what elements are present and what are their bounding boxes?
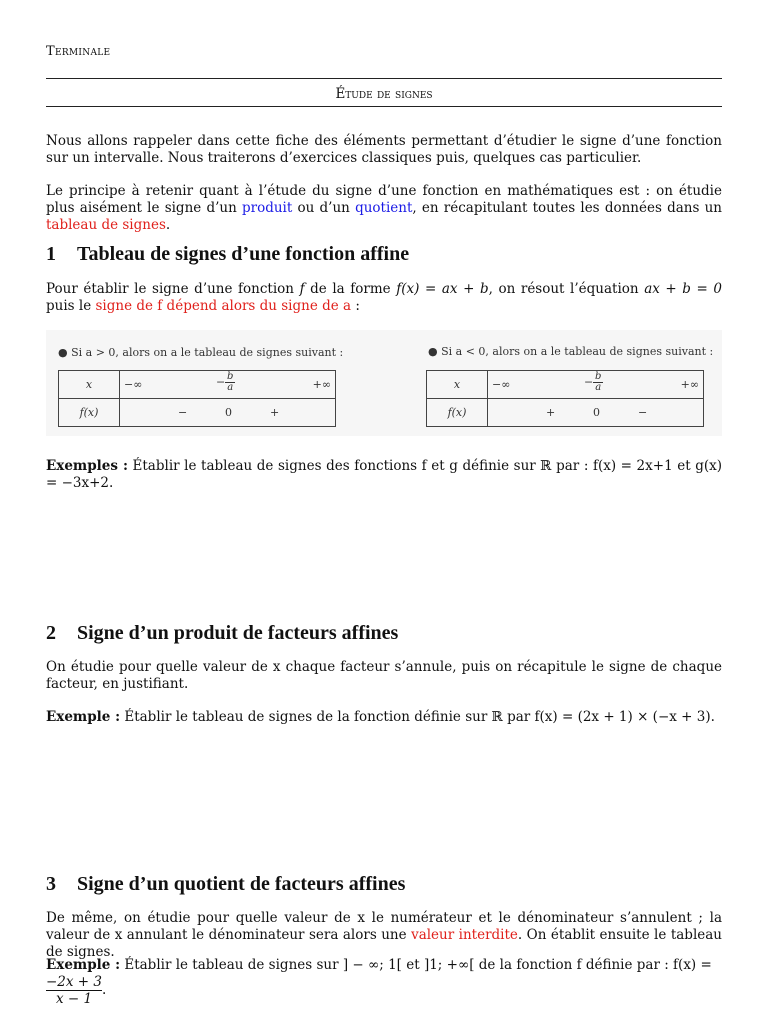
section-3-example: Exemple : Établir le tableau de signes sur ] − ∞; 1[ et ]1; +∞[ de la fonction f définie par : f(x) = $\frac{-2x + 3}{x - 1}$ . (46, 957, 712, 1007)
page-title: Étude de signes (335, 86, 433, 102)
title-rule (46, 106, 722, 107)
section-1-heading: 1 Tableau de signes d’une fonction affine (46, 243, 410, 265)
quotient-keyword: quotient (355, 200, 413, 216)
section-2-example: Exemple : Établir le tableau de signes de la fonction définie sur ℝ par f(x) = (2x + 1) × (−x + 3). (46, 709, 715, 725)
header-course: Terminale (46, 44, 111, 59)
section-2-paragraph: On étudie pour quelle valeur de x chaque facteur s’annule, puis on récapitule le signe de chaque facteur, en justifiant. (46, 659, 722, 692)
produit-keyword: produit (242, 200, 293, 216)
sign-table-positive: x −∞ − $\frac{b}{a}$ +∞ f(x) − 0 + (58, 370, 336, 427)
quotient-fraction: $\frac{-2x + 3}{x - 1}$ (46, 974, 102, 1007)
case-negative-label: ● Si a < 0, alors on a le tableau de signes suivant : (428, 345, 714, 358)
section-1-paragraph: Pour établir le signe d’une fonction f de la forme f(x) = ax + b, on résout l’équation ax + b = 0 puis le signe de f dépend alors du signe de a : (46, 281, 722, 314)
tableau-keyword: tableau de signes (46, 217, 166, 233)
section-2-heading: 2 Signe d’un produit de facteurs affines (46, 622, 399, 644)
case-positive-label: ● Si a > 0, alors on a le tableau de signes suivant : (58, 346, 344, 359)
section-3-paragraph: De même, on étudie pour quelle valeur de x le numérateur et le dénominateur s’annulent ; la valeur de x annulant le dénominateur sera alors une valeur interdite. On établit ensuite le tableau de signes. (46, 910, 722, 960)
intro-paragraph-2: Le principe à retenir quant à l’étude du signe d’une fonction en mathématiques est : on étudie plus aisément le signe d’un produit ou d’un quotient, en récapitulant toutes les données dans un tableau de signes. (46, 183, 722, 233)
sign-rule-highlight: signe de f dépend alors du signe de a (95, 298, 352, 314)
sign-table-negative: x −∞ − $\frac{b}{a}$ +∞ f(x) + 0 − (426, 370, 704, 427)
top-rule (46, 78, 722, 79)
valeur-interdite-keyword: valeur interdite (411, 927, 518, 943)
section-1-example: Exemples : Établir le tableau de signes des fonctions f et g définie sur ℝ par : f(x) = 2x+1 et g(x) = −3x+2. (46, 458, 723, 491)
section-3-heading: 3 Signe d’un quotient de facteurs affines (46, 873, 406, 895)
intro-paragraph-1: Nous allons rappeler dans cette fiche des éléments permettant d’étudier le signe d’une fonction sur un intervalle. Nous traiterons d’exercices classiques puis, quelques cas particulier. (46, 133, 722, 166)
